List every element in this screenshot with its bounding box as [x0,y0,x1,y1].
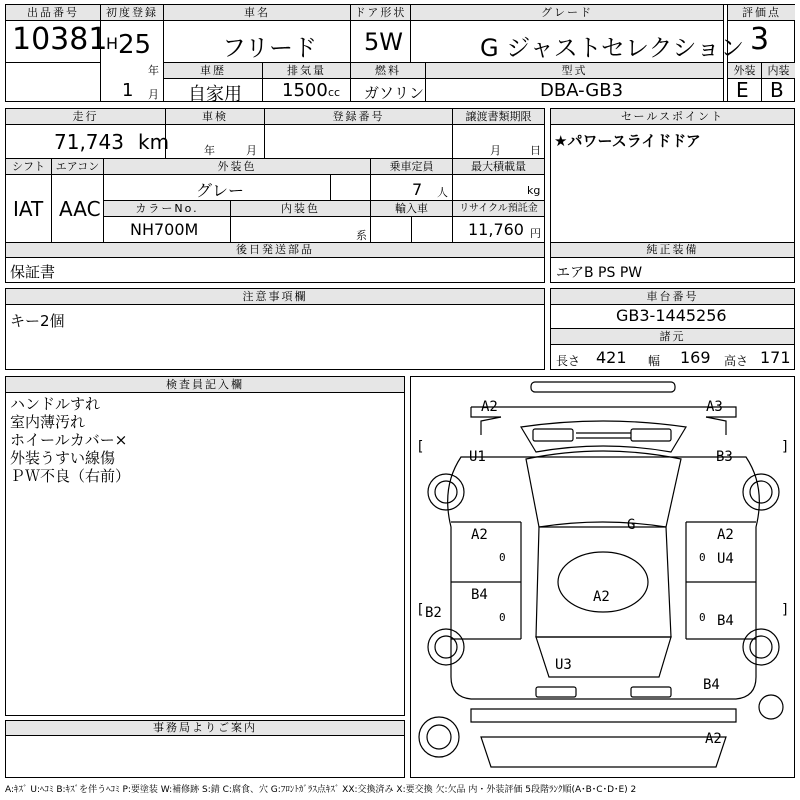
inspector-line: 室内薄汚れ [10,413,86,431]
transfer-header: 譲渡書類期限 [453,109,544,124]
inspection-year: 年 [204,144,215,157]
car-name-header: 車名 [164,5,350,20]
int-grade: B [770,78,784,102]
bracket-left-2: [ [416,602,425,618]
divider [727,20,795,21]
later-parts-box [5,257,545,283]
score: 3 [750,22,770,57]
zero-mark-1: 0 [499,551,506,564]
damage-right-door-front-a: A2 [717,527,734,543]
recycle-header: リサイクル預託金 [453,201,544,216]
damage-rear-bumper: A2 [705,731,722,747]
divider [163,78,723,79]
divider [264,108,265,158]
length: 421 [596,348,627,367]
divider [411,216,412,242]
capacity-header: 乗車定員 [371,159,452,174]
int-header: 内装 [762,63,795,78]
inspector-line: 外装うすい線傷 [10,449,116,467]
damage-left-fender-rear: B2 [425,605,442,621]
mileage: 71,743 [54,130,124,154]
divider [370,200,371,242]
bracket-left-1: [ [416,439,425,455]
inspection-month: 月 [246,144,257,157]
divider [5,735,405,736]
displacement-unit: cc [328,86,341,99]
divider [5,20,723,21]
divider [550,304,795,305]
later-parts: 保証書 [10,263,56,281]
damage-left-door-front: A2 [471,527,488,543]
fuel-header: 燃料 [351,63,425,78]
reg-month: 1 [122,80,134,101]
width: 169 [680,348,711,367]
legend: A:ｷｽﾞ U:ﾍｺﾐ B:ｷｽﾞを伴うﾍｺﾐ P:要塗装 W:補修跡 S:錆 C:腐食、穴 G:ﾌﾛﾝﾄｶﾞﾗｽ点ｷｽﾞ XX:交換済み X:要交換 欠:欠品 内・外装評価 5段階ﾗﾝｸ順(A･B･C･D･E) 2 [5,785,637,795]
ext-grade: E [736,78,749,102]
ext-color: グレー [196,181,245,200]
shift: IAT [13,197,44,221]
inspection-header: 車検 [166,109,264,124]
notes-header: 注意事項欄 [6,289,544,304]
damage-right-door-rear: B4 [717,613,734,629]
lot-number: 10381 [12,22,108,57]
office-header: 事務局よりご案内 [6,721,404,735]
divider [370,158,371,200]
divider [5,174,545,175]
int-color-header: 内装色 [231,201,370,216]
damage-front-left: A2 [481,399,498,415]
inspector-notes [10,395,130,485]
transfer-day: 日 [530,144,541,157]
zero-mark-2: 0 [699,551,706,564]
divider [5,124,545,125]
divider [230,200,231,242]
length-label: 長さ [556,354,581,368]
bracket-right-1: ] [781,439,790,455]
damage-roof: A2 [593,589,610,605]
aircon-header: エアコン [52,159,103,174]
recycle-fee: 11,760 [468,220,524,239]
inspector-line: ホイールカバー× [10,431,128,449]
recycle-unit: 円 [530,227,541,240]
divider [330,174,331,200]
year-unit: 年 [148,64,159,77]
damage-diagram [410,376,795,778]
chassis-header: 車台番号 [551,289,794,304]
max-load-header: 最大積載量 [453,159,544,174]
damage-left-door-rear: B4 [471,587,488,603]
displacement: 1500 [282,80,328,101]
grade: G ジャストセレクション [480,34,745,62]
reg-year: 25 [118,30,152,60]
divider [452,108,453,158]
model-code: DBA-GB3 [540,80,624,101]
color-no-header: カラーNo. [104,201,230,216]
damage-u3: U3 [555,657,572,673]
damage-glass: G [627,517,636,533]
damage-right-door-front-u: U4 [717,551,734,567]
divider [51,158,52,242]
displacement-header: 排気量 [263,63,350,78]
inspector-header: 検査員記入欄 [6,377,404,392]
damage-u1: U1 [469,449,486,465]
grade-header: グレード [411,5,723,20]
bracket-right-2: ] [781,602,790,618]
car-name: フリード [222,34,318,62]
capacity: 7 [412,180,423,199]
zero-mark-3: 0 [499,611,506,624]
divider [550,257,795,258]
door-type: 5W [364,28,403,56]
divider [5,62,100,63]
divider [5,392,405,393]
month-unit: 月 [148,88,159,101]
inspector-line: ハンドルすれ [10,395,101,413]
zero-mark-4: 0 [699,611,706,624]
transfer-month: 月 [490,144,501,157]
divider [550,124,795,125]
door-header: ドア形状 [351,5,410,20]
height-label: 高さ [724,354,749,368]
width-label: 幅 [648,354,661,368]
fuel: ガソリン [364,84,425,102]
damage-b3: B3 [716,449,733,465]
shift-header: シフト [6,159,51,174]
color-no: NH700M [130,220,199,239]
ext-color-header: 外装色 [104,159,370,174]
history: 自家用 [188,84,242,105]
load-unit: kg [527,184,541,197]
lot-no-header: 出品番号 [6,5,100,20]
equipment: エアB PS PW [556,265,643,281]
model-header: 型式 [426,63,723,78]
sales-point-header: セールスポイント [551,109,794,124]
sales-point: ★パワースライドドア [554,132,701,150]
reg-no-header: 登録番号 [265,109,452,124]
inspector-line: ＰＷ不良（右前） [10,467,131,485]
score-header: 評価点 [728,5,795,20]
divider [550,344,795,345]
first-reg-header: 初度登録 [101,5,163,20]
history-header: 車歴 [164,63,262,78]
mileage-header: 走行 [6,109,165,124]
chassis-number: GB3-1445256 [616,306,727,325]
int-color-unit: 系 [356,229,367,242]
divider [5,304,545,305]
capacity-unit: 人 [437,186,448,199]
height: 171 [760,348,791,367]
import-header: 輸入車 [371,201,452,216]
equipment-header: 純正装備 [551,243,794,257]
car-outline-diagram [411,377,794,777]
damage-rear-right: B4 [703,677,720,693]
ext-header: 外装 [728,63,761,78]
era: H [106,34,119,53]
dimensions-header: 諸元 [551,329,794,344]
aircon: AAC [59,197,101,221]
later-parts-header: 後日発送部品 [6,243,544,257]
damage-front-right: A3 [706,399,723,415]
divider [103,216,545,217]
notes: キー2個 [10,312,65,330]
mileage-unit: km [138,130,170,154]
